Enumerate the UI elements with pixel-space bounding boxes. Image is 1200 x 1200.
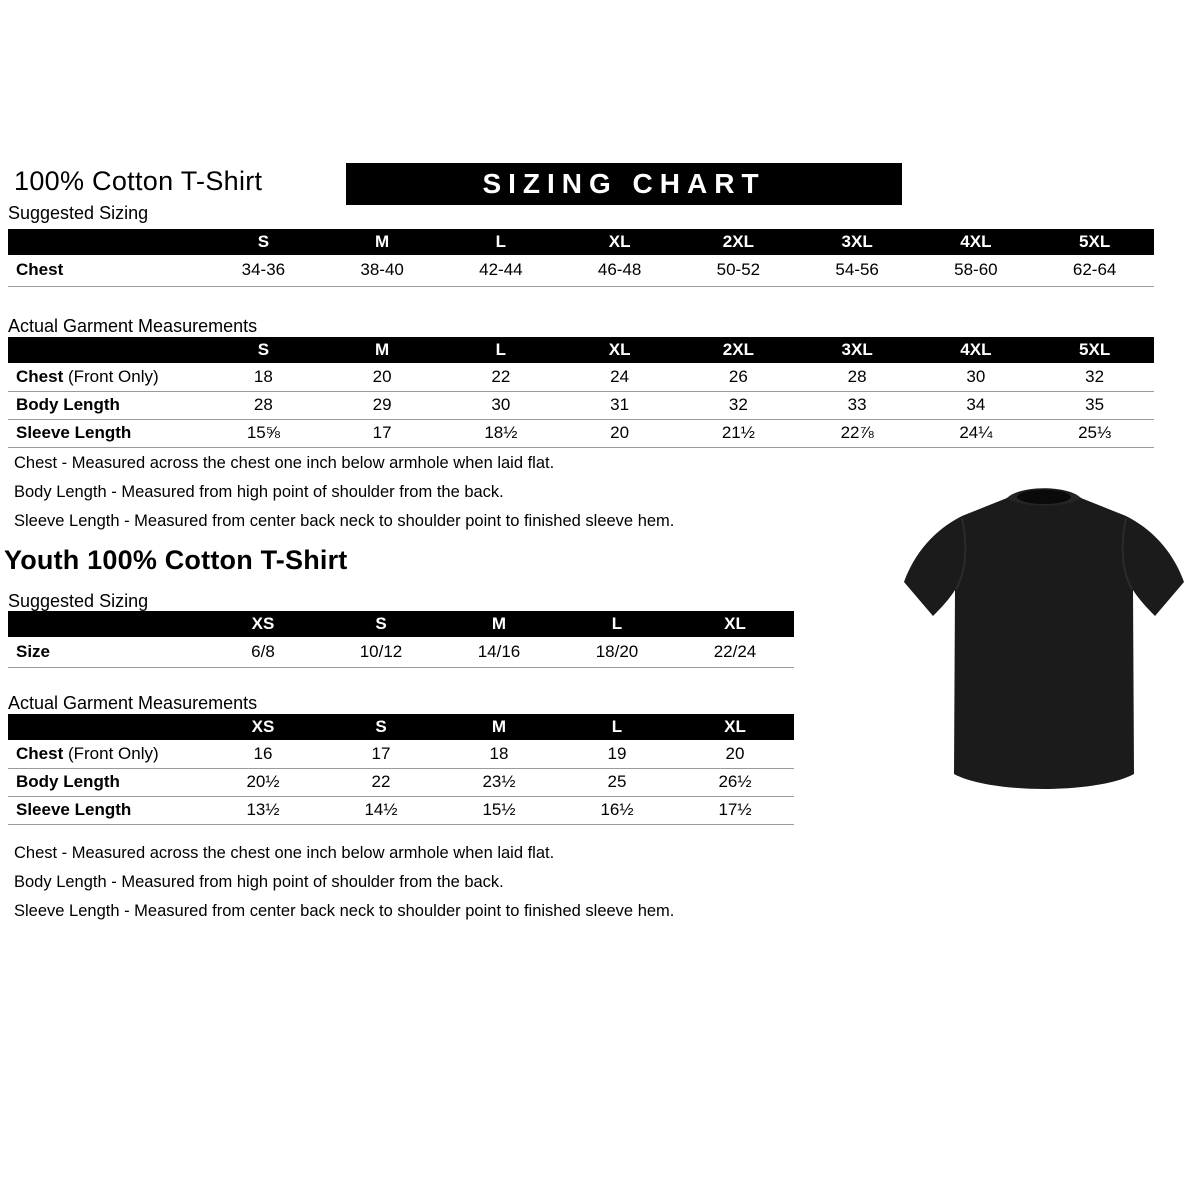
column-header: XL	[560, 229, 679, 255]
adult-measurement-notes	[14, 454, 674, 541]
column-header: XS	[204, 714, 322, 740]
table-cell: 34	[917, 391, 1036, 419]
table-cell: 38-40	[323, 255, 442, 286]
table-cell: 35	[1035, 391, 1154, 419]
table-cell: 16½	[558, 796, 676, 824]
row-label-header	[8, 229, 204, 255]
table-cell: 22	[442, 363, 561, 391]
youth-suggested-sizing-label: Suggested Sizing	[8, 591, 149, 611]
column-header: 5XL	[1035, 337, 1154, 363]
table-cell: 20	[676, 740, 794, 768]
table-cell: 54-56	[798, 255, 917, 286]
table-row	[8, 637, 794, 667]
table-cell: 28	[204, 391, 323, 419]
row-label: Sleeve Length	[8, 796, 204, 824]
header-row	[8, 611, 794, 637]
column-header: L	[442, 337, 561, 363]
column-header: 3XL	[798, 229, 917, 255]
table-cell: 13½	[204, 796, 322, 824]
sizing-chart-banner	[346, 163, 902, 205]
table-cell: 25⅓	[1035, 419, 1154, 447]
column-header: XL	[676, 611, 794, 637]
table-cell: 20	[323, 363, 442, 391]
table-cell: 23½	[440, 768, 558, 796]
note-sleeve-length: Sleeve Length - Measured from center back neck to shoulder point to finished sleeve hem.	[14, 902, 675, 920]
table-cell: 24	[560, 363, 679, 391]
column-header: 2XL	[679, 337, 798, 363]
banner-text: SIZING CHART	[482, 168, 766, 199]
table-cell: 24¼	[917, 419, 1036, 447]
table-cell: 32	[1035, 363, 1154, 391]
column-header: XL	[676, 714, 794, 740]
adult-actual-measurements-table	[8, 337, 1154, 448]
table-cell: 22⅞	[798, 419, 917, 447]
table-cell: 58-60	[917, 255, 1036, 286]
row-label-header	[8, 611, 204, 637]
table-row	[8, 768, 794, 796]
header-row	[8, 714, 794, 740]
column-header: 4XL	[917, 337, 1036, 363]
table-cell: 25	[558, 768, 676, 796]
column-header: L	[558, 714, 676, 740]
column-header: XL	[560, 337, 679, 363]
table-row	[8, 740, 794, 768]
table-cell: 31	[560, 391, 679, 419]
table-row	[8, 255, 1154, 286]
column-header: L	[558, 611, 676, 637]
table-cell: 14/16	[440, 637, 558, 667]
table-cell: 18½	[442, 419, 561, 447]
table-cell: 32	[679, 391, 798, 419]
adult-suggested-sizing-label: Suggested Sizing	[8, 203, 149, 223]
table-cell: 34-36	[204, 255, 323, 286]
youth-actual-measurements-label: Actual Garment Measurements	[8, 693, 258, 713]
column-header: 5XL	[1035, 229, 1154, 255]
column-header: 3XL	[798, 337, 917, 363]
table-cell: 62-64	[1035, 255, 1154, 286]
column-header: S	[322, 611, 440, 637]
table-cell: 30	[917, 363, 1036, 391]
row-label-header	[8, 337, 204, 363]
column-header: XS	[204, 611, 322, 637]
row-label: Body Length	[8, 768, 204, 796]
column-header: M	[323, 337, 442, 363]
note-chest: Chest - Measured across the chest one inch below armhole when laid flat.	[14, 454, 555, 472]
row-label: Sleeve Length	[8, 419, 204, 447]
note-chest: Chest - Measured across the chest one inch below armhole when laid flat.	[14, 844, 555, 862]
column-header: 4XL	[917, 229, 1036, 255]
table-row	[8, 419, 1154, 447]
tshirt-silhouette	[904, 488, 1184, 789]
column-header: 2XL	[679, 229, 798, 255]
table-cell: 46-48	[560, 255, 679, 286]
column-header: S	[204, 229, 323, 255]
column-header: L	[442, 229, 561, 255]
table-cell: 28	[798, 363, 917, 391]
table-cell: 17	[322, 740, 440, 768]
row-label-header	[8, 714, 204, 740]
table-cell: 18	[440, 740, 558, 768]
youth-measurement-notes	[14, 844, 674, 931]
table-cell: 26½	[676, 768, 794, 796]
table-cell: 30	[442, 391, 561, 419]
header-row	[8, 229, 1154, 255]
youth-suggested-sizing-table	[8, 611, 794, 668]
youth-actual-measurements-table	[8, 714, 794, 825]
row-label: Chest	[8, 255, 204, 286]
table-row	[8, 391, 1154, 419]
youth-section-title: Youth 100% Cotton T-Shirt	[4, 545, 348, 575]
table-cell: 10/12	[322, 637, 440, 667]
table-row	[8, 363, 1154, 391]
table-cell: 16	[204, 740, 322, 768]
note-body-length: Body Length - Measured from high point of shoulder from the back.	[14, 873, 504, 891]
table-cell: 50-52	[679, 255, 798, 286]
table-cell: 20½	[204, 768, 322, 796]
column-header: M	[323, 229, 442, 255]
row-label: Chest (Front Only)	[8, 363, 204, 391]
table-cell: 18	[204, 363, 323, 391]
table-cell: 22	[322, 768, 440, 796]
row-label: Size	[8, 637, 204, 667]
row-label: Chest (Front Only)	[8, 740, 204, 768]
header-row	[8, 337, 1154, 363]
table-cell: 17½	[676, 796, 794, 824]
table-cell: 17	[323, 419, 442, 447]
table-cell: 42-44	[442, 255, 561, 286]
table-row	[8, 796, 794, 824]
table-cell: 20	[560, 419, 679, 447]
tshirt-neck-opening	[1017, 490, 1071, 504]
note-sleeve-length: Sleeve Length - Measured from center back neck to shoulder point to finished sleeve hem.	[14, 512, 675, 530]
table-cell: 14½	[322, 796, 440, 824]
column-header: M	[440, 611, 558, 637]
note-body-length: Body Length - Measured from high point of shoulder from the back.	[14, 483, 504, 501]
table-cell: 15⅝	[204, 419, 323, 447]
row-label: Body Length	[8, 391, 204, 419]
tshirt-image	[894, 472, 1194, 820]
table-cell: 26	[679, 363, 798, 391]
table-cell: 6/8	[204, 637, 322, 667]
table-cell: 21½	[679, 419, 798, 447]
column-header: M	[440, 714, 558, 740]
table-cell: 29	[323, 391, 442, 419]
table-cell: 22/24	[676, 637, 794, 667]
page-title: 100% Cotton T-Shirt	[14, 166, 263, 196]
table-cell: 33	[798, 391, 917, 419]
column-header: S	[204, 337, 323, 363]
adult-actual-measurements-label: Actual Garment Measurements	[8, 316, 258, 336]
table-cell: 15½	[440, 796, 558, 824]
table-cell: 19	[558, 740, 676, 768]
table-cell: 18/20	[558, 637, 676, 667]
adult-suggested-sizing-table	[8, 229, 1154, 287]
column-header: S	[322, 714, 440, 740]
